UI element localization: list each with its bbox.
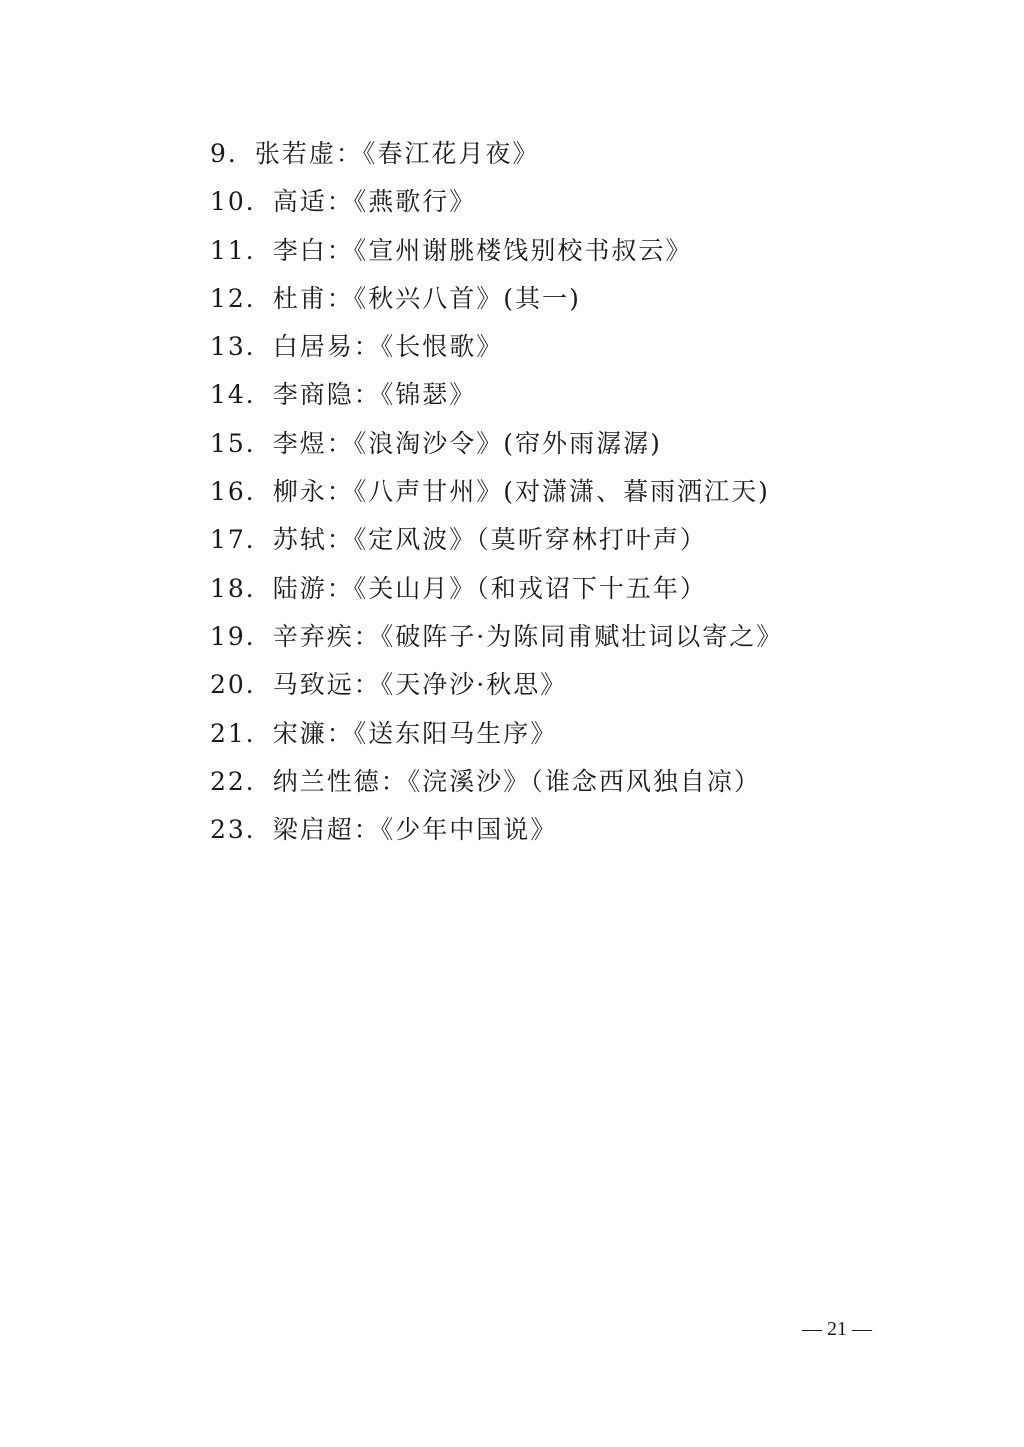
list-item: 21．宋濂：《送东阳马生序》	[210, 718, 558, 748]
list-item: 23．梁启超：《少年中国说》	[210, 815, 558, 845]
list-item: 22．纳兰性德：《浣溪沙》（谁念西风独自凉）	[210, 766, 761, 796]
list-item: 11．李白：《宣州谢朓楼饯别校书叔云》	[210, 235, 693, 265]
list-item: 15．李煜：《浪淘沙令》(帘外雨潺潺)	[210, 428, 662, 458]
list-item: 13．白居易：《长恨歌》	[210, 332, 504, 362]
list-item: 17．苏轼：《定风波》（莫听穿林打叶声）	[210, 525, 707, 555]
list-item: 19．辛弃疾：《破阵子·为陈同甫赋壮词以寄之》	[210, 621, 784, 651]
list-item: 16．柳永：《八声甘州》(对潇潇、暮雨洒江天)	[210, 477, 770, 507]
page-number: — 21 —	[802, 1318, 872, 1340]
list-item: 9．张若虚：《春江花月夜》	[210, 139, 540, 168]
poem-reading-list	[210, 130, 910, 854]
list-item: 20．马致远：《天净沙·秋思》	[210, 670, 568, 700]
list-item: 18．陆游：《关山月》（和戎诏下十五年）	[210, 573, 707, 603]
list-item: 10．高适：《燕歌行》	[210, 187, 477, 217]
list-item: 14．李商隐：《锦瑟》	[210, 380, 477, 410]
list-item: 12．杜甫：《秋兴八首》(其一)	[210, 283, 581, 313]
